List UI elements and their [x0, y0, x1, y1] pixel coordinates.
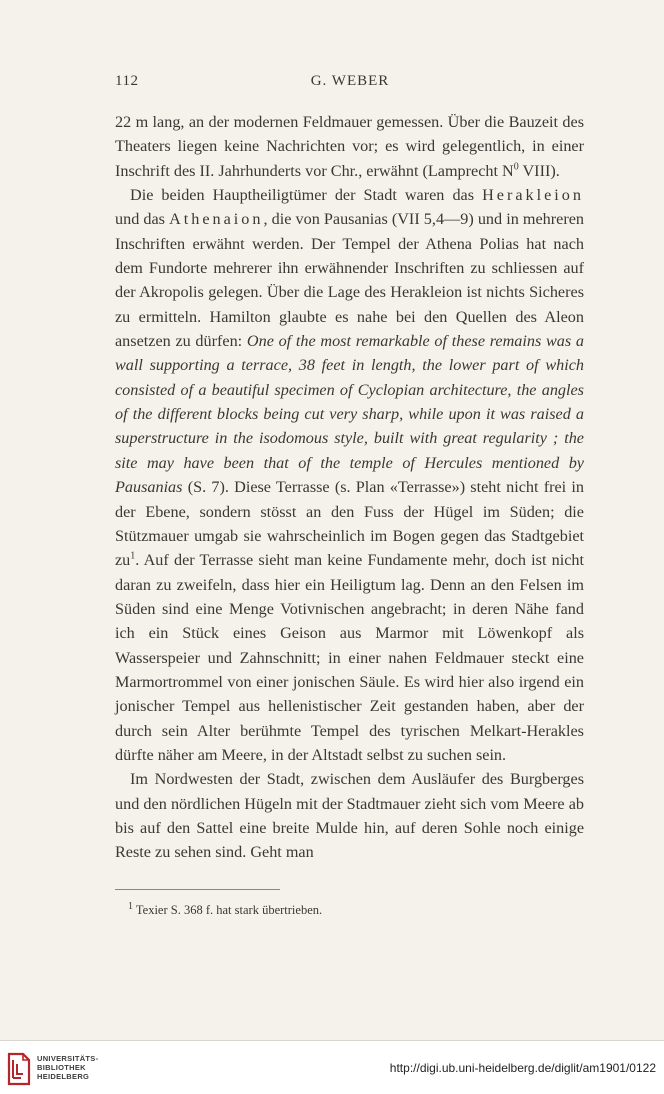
footnote-divider [115, 889, 280, 890]
running-title: G. WEBER [310, 73, 390, 89]
library-name: UNIVERSITÄTS- BIBLIOTHEK HEIDELBERG [37, 1054, 99, 1081]
page-number: 112 [115, 73, 139, 89]
footnote-mark: 1 [128, 900, 133, 912]
paragraph-2: Die beiden Hauptheiligtümer der Stadt waren das Herakleion und das Athenaion, die von Pausanias (VII 5,4—9) und in mehreren Inschriften erwähnt werden. Der Tempel der Athena Polias hat nach dem Fundorte mehrerer ihn erwähnender Inschriften zu schliessen auf der Akropolis gelegen. Über die Lage des Herakleion ist nichts Sicheres zu ermitteln. Hamilton glaubte es nahe bei den Quellen des Aleon ansetzen zu dürfen: One of the most remarkable of these remains was a wall supporting a terrace, 38 feet in length, the lower part of which consisted of a beautiful specimen of Cyclopian architecture, the angles of the different blocks being cut very sharp, while upon it was raised a superstructure in the isodomous style, built with great regularity ; the site may have been that of the temple of Hercules mentioned by Pausanias (S. 7). Diese Terrasse (s. Plan «Terrasse») steht nicht frei in der Ebene, sondern stösst an den Fuss der Hügel im Süden; die Stützmauer umgab sie wahrscheinlich im Bogen gegen das Stadtgebiet $zu^1$. Auf der Terrasse sieht man keine Fundamente mehr, doch ist nicht daran zu zweifeln, dass hier ein Heiligtum lag. Denn an den Felsen im Süden sind eine Menge Votivnischen angebracht; in deren Nähe fand ich ein Stück eines Geison aus Marmor mit Löwenkopf als Wasserspeier und Zahnschnitt; in einer nahen Feldmauer steckt eine Marmortrommel von einer jonischen Säule. Es wird hier also irgend ein jonischer Tempel aus hellenistischer Zeit gestanden haben, aber der durch sein Alter berühmte Tempel des tyrischen Melkart-Herakles dürfte näher am Meere, in der Altstadt selbst zu suchen sein. [115, 186, 584, 764]
page-header [115, 73, 585, 95]
body-text [115, 110, 584, 865]
library-logo-icon [7, 1052, 31, 1086]
spaced-athenaion: Athenaion [169, 210, 264, 229]
hamilton-quote: One of the most remarkable of these remains was a wall supporting a terrace, 38 feet in length, the lower part of which consisted of a beautiful specimen of Cyclopian architecture, the angles of the different blocks being cut very sharp, while upon it was raised a superstructure in the isodomous style, built with great regularity ; the site may have been that of the temple of Hercules mentioned by Pausanias [115, 332, 584, 497]
footnote-reference[interactable]: 1 [130, 550, 136, 562]
library-footer [0, 1040, 664, 1094]
source-url-link[interactable]: http://digi.ub.uni-heidelberg.de/diglit/am1901/0122 [389, 1061, 656, 1075]
spaced-herakleion: Herakleion [482, 186, 584, 205]
paragraph-3: Im Nordwesten der Stadt, zwischen dem Ausläufer des Burgberges und den nördlichen Hügeln mit der Stadtmauer zieht sich vom Meere ab bis auf den Sattel eine breite Mulde hin, auf deren Sohle noch einige Reste zu sehen sind. Geht man [115, 770, 584, 862]
superscript-zero: 0 [513, 161, 519, 173]
footnote [128, 902, 584, 918]
paragraph-1: 22 m lang, an der modernen Feldmauer gemessen. Über die Bauzeit des Theaters liegen keine Nachrichten vor; es wird gelegentlich, in einer Inschrift des II. Jahrhunderts vor Chr., erwähnt (Lamprecht $N^0$ VIII). [115, 113, 584, 180]
footnote-text: Texier S. 368 f. hat stark übertrieben. [133, 903, 323, 917]
